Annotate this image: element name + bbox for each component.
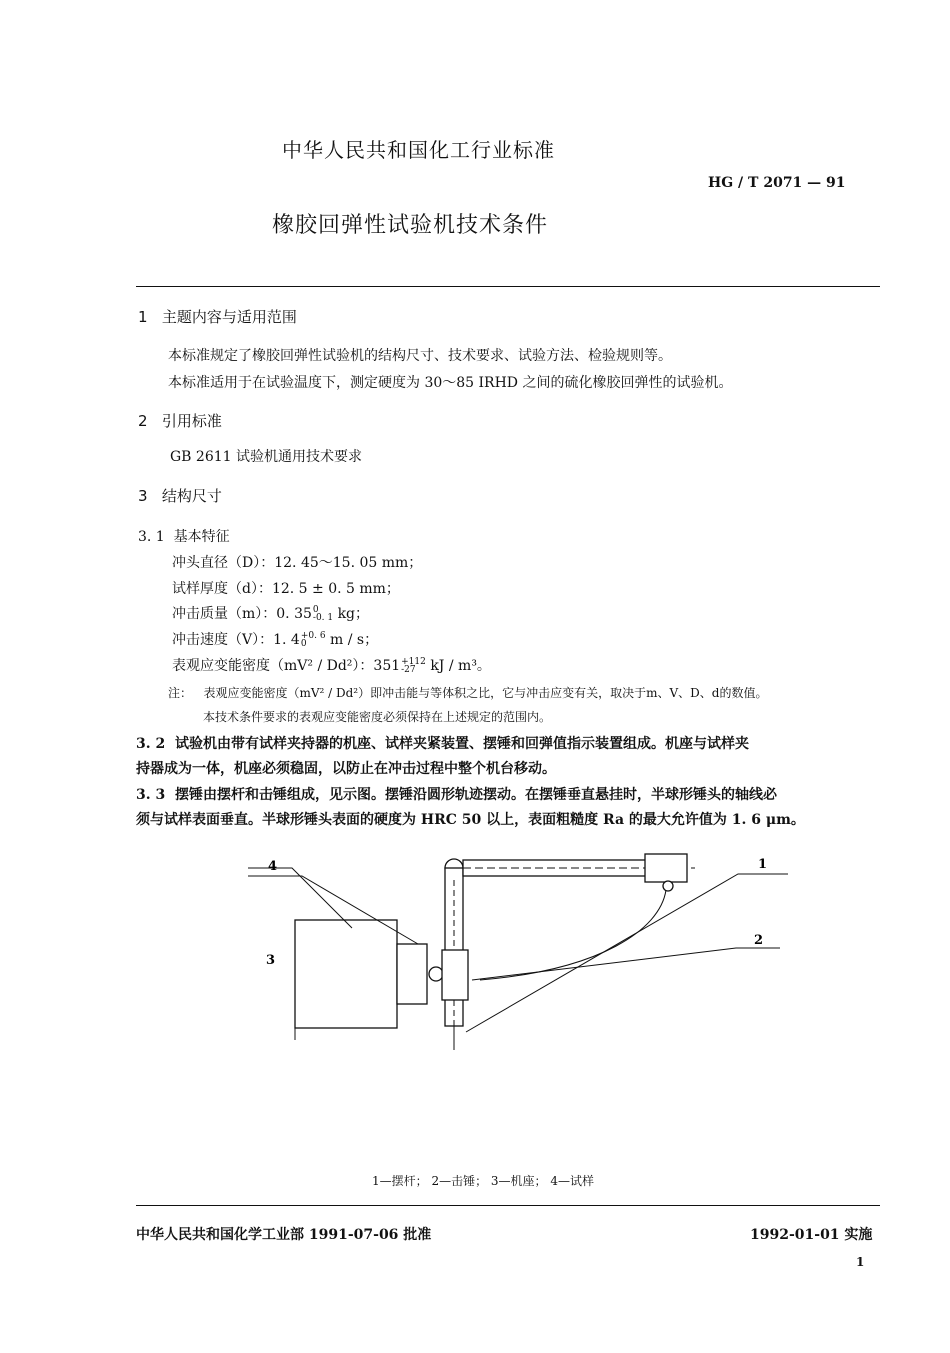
figure-label-3: 3 [266, 953, 276, 968]
spec-text: 表观应变能密度（mV² / Dd²）：351 [172, 658, 401, 674]
section-number: 3 [138, 487, 148, 505]
note-label: 注： [168, 686, 193, 700]
section-title: 主题内容与适用范围 [161, 308, 297, 326]
subsection-3-1-heading [138, 526, 230, 546]
section-number: 1 [138, 308, 148, 326]
subsection-3-2 [136, 733, 749, 753]
spec-text: kg； [333, 606, 370, 622]
standard-org: 中华人民共和国化工行业标准 [282, 138, 555, 162]
swing-arc [480, 890, 666, 980]
footer-divider [136, 1205, 880, 1206]
figure-label-2: 2 [754, 933, 764, 948]
section-3-heading [138, 485, 222, 506]
subsection-number: 3. 3 [136, 787, 166, 803]
tolerance-upper: +0. 6 [300, 631, 326, 641]
spec-text: 冲击质量（m）：0. 35 [172, 606, 312, 622]
subsection-number: 3. 1 [138, 529, 165, 545]
section-title: 结构尺寸 [161, 487, 222, 505]
tolerance [401, 658, 426, 674]
implementation-date: 1992-01-01 实施 [750, 1227, 873, 1243]
indicator-pointer [663, 881, 673, 891]
paragraph: 本标准适用于在试验温度下，测定硬度为 30～85 IRHD 之间的硫化橡胶回弹性的试验机。 [168, 375, 733, 391]
leader-line-3 [248, 868, 352, 928]
specimen [397, 944, 427, 1004]
tolerance-upper: 0 [312, 605, 319, 615]
hammer-ball [429, 967, 443, 981]
approval-note: 中华人民共和国化学工业部 1991-07-06 批准 [136, 1227, 432, 1243]
tolerance-lower: 0 [300, 639, 307, 649]
tolerance [301, 632, 326, 648]
spec-line [172, 629, 378, 649]
reference-standard: GB 2611 试验机通用技术要求 [170, 449, 363, 465]
section-number: 2 [138, 412, 148, 430]
machine-base [295, 920, 397, 1028]
note [168, 684, 767, 701]
figure-label-4: 4 [268, 859, 278, 874]
spec-line: 冲头直径（D）：12. 45～15. 05 mm； [172, 555, 423, 571]
spec-line: 试样厚度（d）：12. 5 ± 0. 5 mm； [172, 581, 400, 597]
spec-text: kJ / m³。 [425, 658, 491, 674]
indicator-slider [645, 854, 687, 882]
subsection-number: 3. 2 [136, 736, 166, 752]
paragraph-continued: 持器成为一体，机座必须稳固，以防止在冲击过程中整个机台移动。 [136, 761, 556, 777]
section-1-heading [138, 306, 297, 327]
figure-caption: 1—摆杆； 2—击锤； 3—机座； 4—试样 [372, 1174, 594, 1188]
tolerance-upper: +112 [401, 657, 426, 667]
spec-line [172, 603, 369, 623]
paragraph: 试验机由带有试样夹持器的机座、试样夹紧装置、摆锤和回弹值指示装置组成。机座与试样夹 [174, 736, 749, 752]
tolerance [313, 606, 333, 622]
tolerance-lower: -27 [401, 665, 416, 675]
section-title: 引用标准 [161, 412, 222, 430]
header-divider [136, 286, 880, 287]
leader-line-1 [466, 874, 788, 1032]
hammer-head [442, 950, 468, 1000]
spec-line [172, 655, 491, 675]
paragraph: 本标准规定了橡胶回弹性试验机的结构尺寸、技术要求、试验方法、检验规则等。 [168, 348, 672, 364]
standard-code: HG / T 2071 — 91 [708, 175, 846, 191]
paragraph: 摆锤由摆杆和击锤组成，见示图。摆锤沿圆形轨迹摆动。在摆锤垂直悬挂时，半球形锤头的轴线必 [174, 787, 777, 803]
pendulum-diagram [240, 840, 800, 1130]
figure-label-1: 1 [758, 857, 768, 872]
subsection-title: 基本特征 [173, 529, 230, 545]
spec-text: m / s； [325, 632, 379, 648]
page-number: 1 [856, 1255, 865, 1269]
tolerance-lower: -0. 1 [312, 613, 334, 623]
spec-text: 冲击速度（V）：1. 4 [172, 632, 300, 648]
paragraph-continued: 须与试样表面垂直。半球形锤头表面的硬度为 HRC 50 以上，表面粗糙度 Ra 的最大允许值为 1. 6 μm。 [136, 812, 805, 828]
document-title: 橡胶回弹性试验机技术条件 [272, 213, 549, 238]
subsection-3-3 [136, 784, 777, 804]
note-continued: 本技术条件要求的表观应变能密度必须保持在上述规定的范围内。 [203, 710, 552, 724]
section-2-heading [138, 410, 222, 431]
note-text: 表观应变能密度（mV² / Dd²）即冲击能与等体积之比，它与冲击应变有关，取决于m、V、D、d的数值。 [203, 686, 768, 700]
